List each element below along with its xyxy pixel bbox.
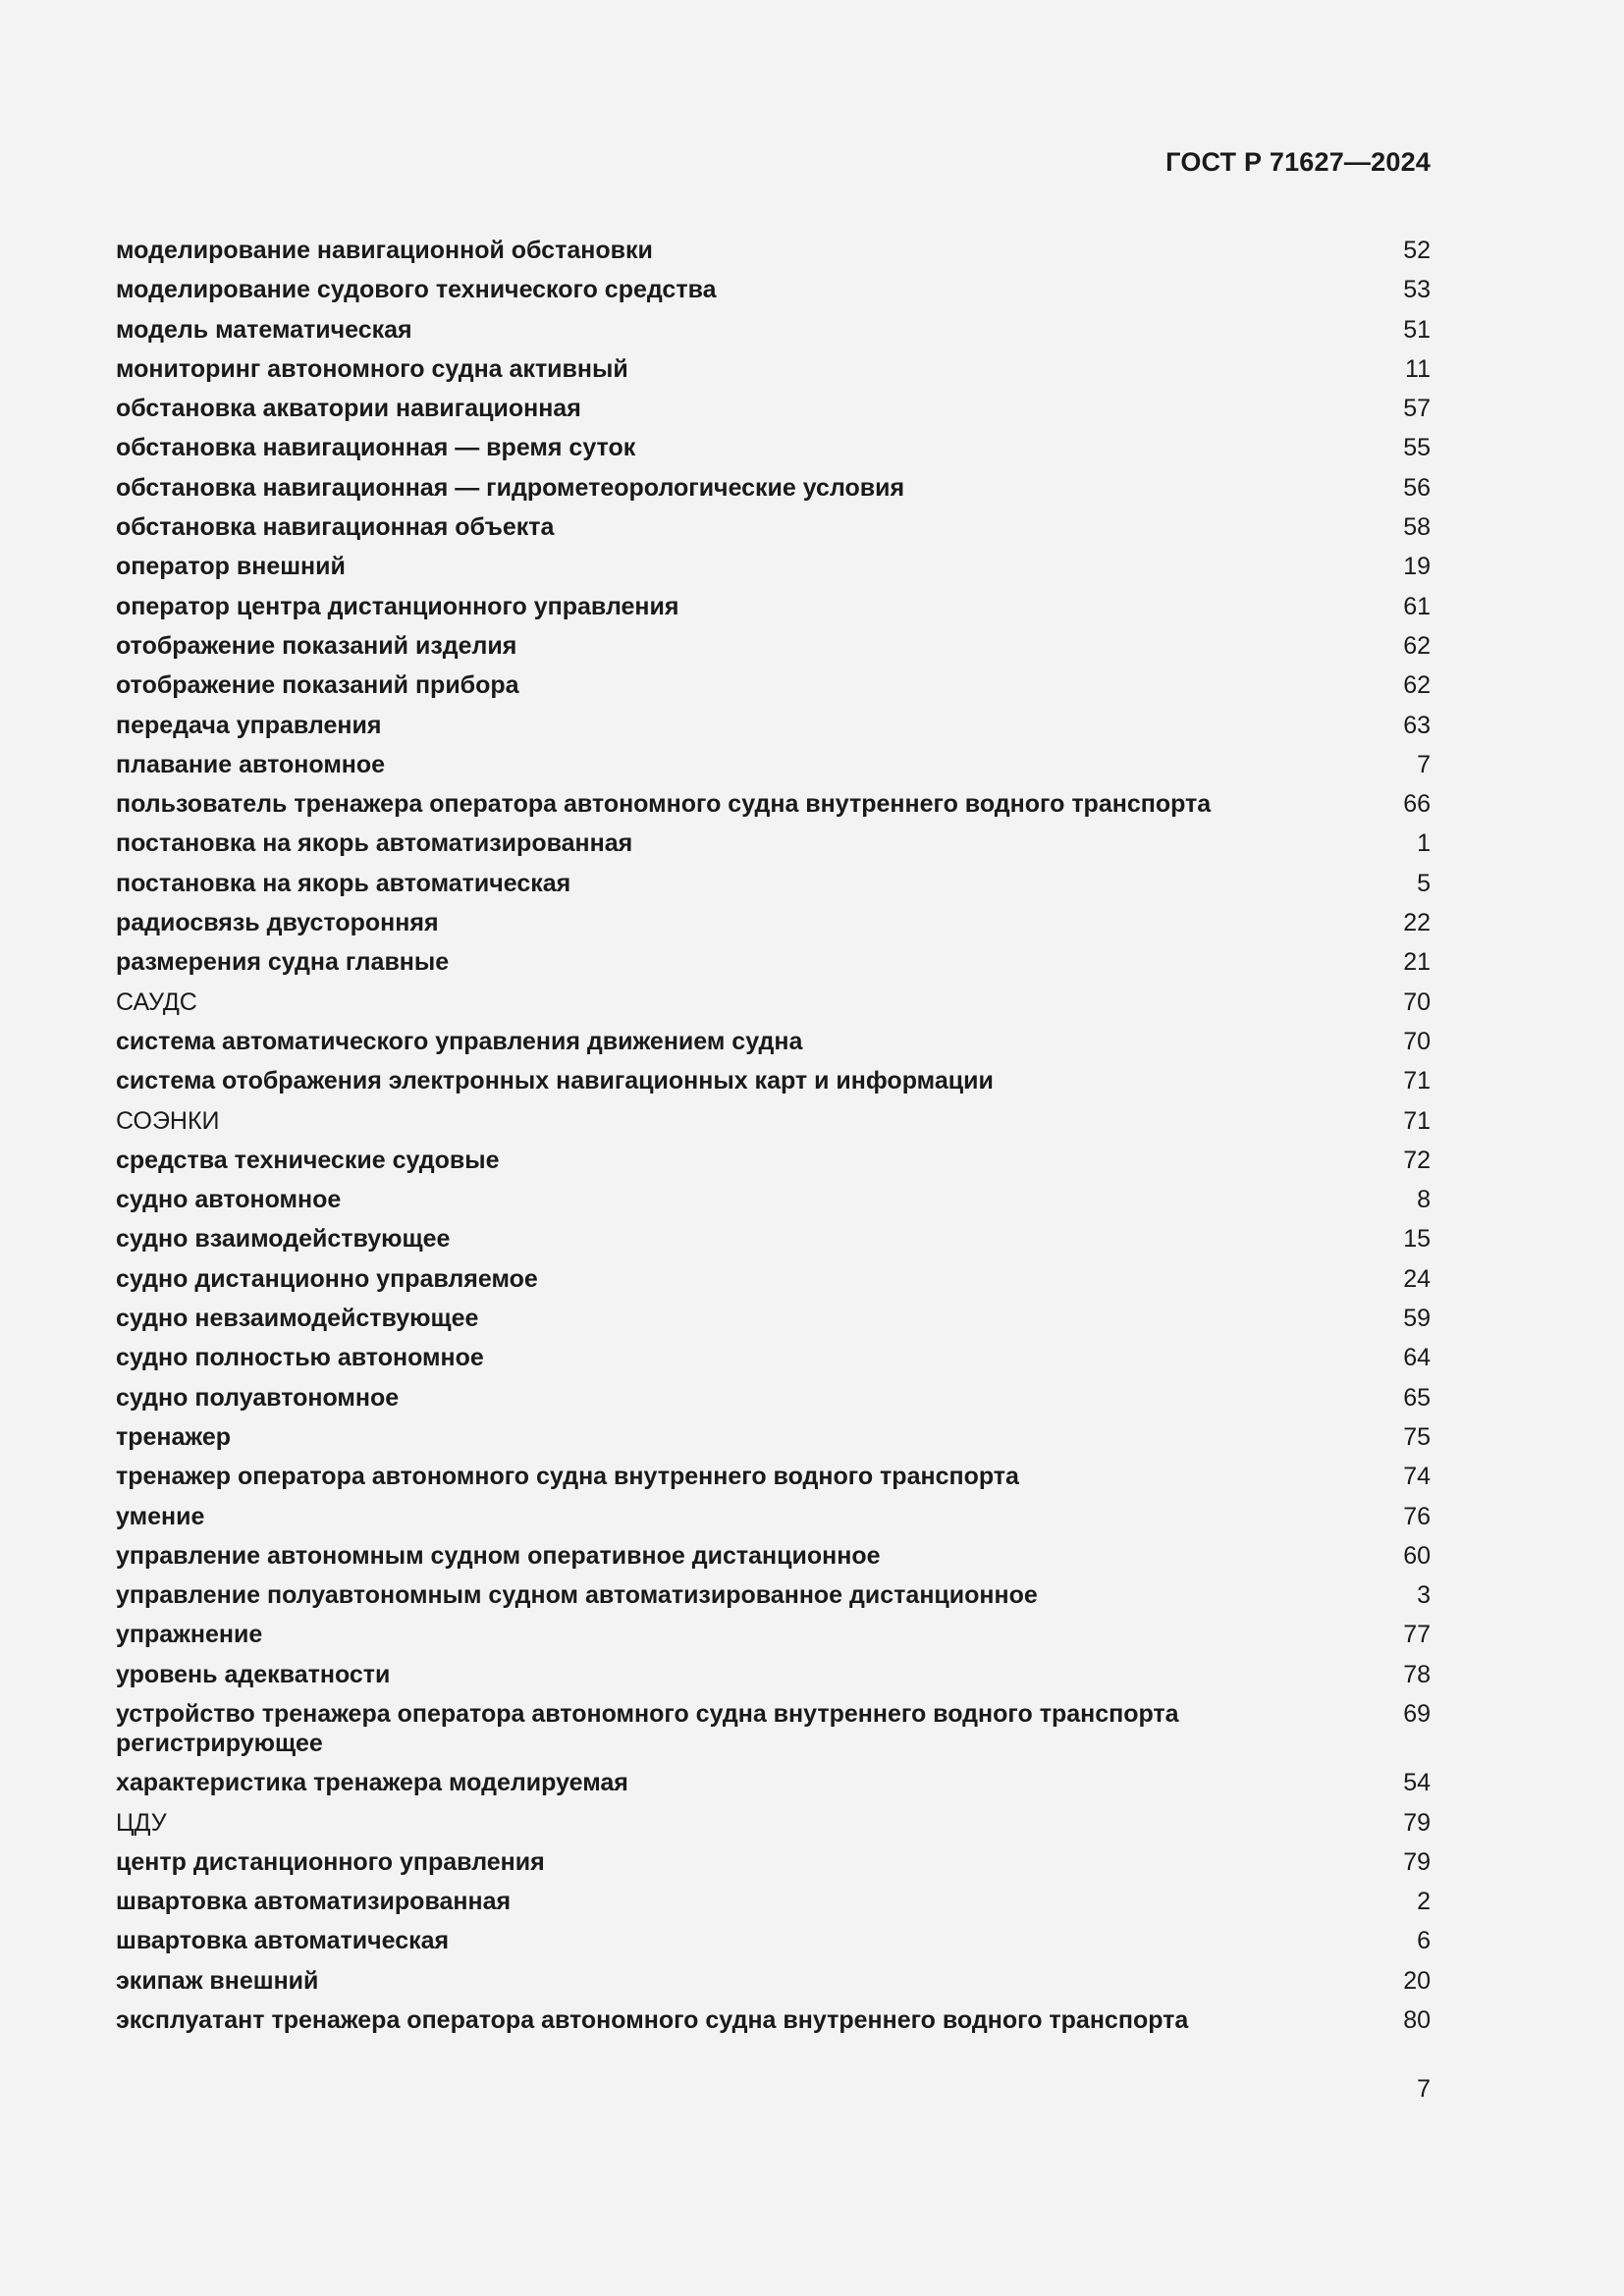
- index-term: отображение показаний прибора: [116, 671, 519, 700]
- index-term-number: 59: [1403, 1305, 1431, 1333]
- index-entry: [116, 394, 1431, 423]
- index-term-number: 69: [1403, 1699, 1431, 1728]
- index-term: эксплуатант тренажера оператора автономного судна внутреннего водного транспорта: [116, 2006, 1189, 2035]
- index-term: радиосвязь двусторонняя: [116, 909, 439, 937]
- index-term: тренажер: [116, 1422, 231, 1451]
- index-term-number: 66: [1403, 790, 1431, 819]
- index-term-number: 2: [1417, 1888, 1431, 1916]
- index-entry: [116, 1304, 1431, 1333]
- index-term: моделирование судового технического средства: [116, 276, 717, 304]
- index-entry: [116, 1887, 1431, 1916]
- index-entry: [116, 2005, 1431, 2035]
- index-term: умение: [116, 1502, 205, 1530]
- index-entry: [116, 869, 1431, 898]
- index-term: модель математическая: [116, 315, 412, 344]
- index-term-number: 21: [1403, 948, 1431, 977]
- index-term-number: 61: [1403, 592, 1431, 620]
- index-entry: [116, 315, 1431, 345]
- document-header: ГОСТ Р 71627—2024: [1165, 147, 1431, 177]
- index-term-number: 51: [1403, 315, 1431, 344]
- index-entry: [116, 670, 1431, 700]
- index-entry: [116, 1620, 1431, 1649]
- index-abbreviation: СОЭНКИ: [116, 1106, 220, 1135]
- index-entry: [116, 908, 1431, 937]
- index-entry: [116, 988, 1431, 1017]
- index-term: обстановка навигационная объекта: [116, 513, 555, 542]
- index-entry: [116, 1847, 1431, 1877]
- index-term: судно полуавтономное: [116, 1383, 400, 1412]
- index-entry: [116, 1383, 1431, 1413]
- index-term-number: 6: [1417, 1927, 1431, 1955]
- index-term: оператор центра дистанционного управления: [116, 592, 679, 620]
- index-term-number: 56: [1403, 473, 1431, 502]
- index-entry: [116, 789, 1431, 819]
- index-term-number: 55: [1403, 434, 1431, 462]
- index-entry: [116, 1660, 1431, 1689]
- index-term-number: 76: [1403, 1502, 1431, 1530]
- index-term-number: 63: [1403, 711, 1431, 739]
- index-term-number: 60: [1403, 1541, 1431, 1570]
- index-entry: [116, 512, 1431, 542]
- index-entry: [116, 1768, 1431, 1797]
- index-term-number: 58: [1403, 513, 1431, 542]
- index-entry: [116, 1926, 1431, 1955]
- index-entry: [116, 236, 1431, 265]
- index-term-number: 54: [1403, 1769, 1431, 1797]
- index-entry: [116, 473, 1431, 503]
- index-entry: [116, 1580, 1431, 1610]
- index-term: судно автономное: [116, 1186, 342, 1214]
- index-term: пользователь тренажера оператора автономного судна внутреннего водного транспорта: [116, 790, 1212, 819]
- index-term-number: 64: [1403, 1344, 1431, 1372]
- index-entry: [116, 711, 1431, 740]
- index-term: отображение показаний изделия: [116, 631, 517, 660]
- index-term-number: 62: [1403, 671, 1431, 700]
- index-term-number: 70: [1403, 1027, 1431, 1055]
- index-term-number: 78: [1403, 1660, 1431, 1688]
- index-entry: [116, 828, 1431, 858]
- index-term: постановка на якорь автоматизированная: [116, 829, 633, 858]
- index-term: судно невзаимодействующее: [116, 1305, 479, 1333]
- index-term: швартовка автоматизированная: [116, 1888, 512, 1916]
- index-abbreviation: САУДС: [116, 988, 197, 1016]
- index-term: судно полностью автономное: [116, 1344, 484, 1372]
- index-entry: [116, 592, 1431, 621]
- index-term-number: 1: [1417, 829, 1431, 858]
- index-term-number: 3: [1417, 1581, 1431, 1610]
- index-abbreviation: ЦДУ: [116, 1808, 167, 1837]
- index-term-number: 8: [1417, 1186, 1431, 1214]
- index-term: уровень адекватности: [116, 1660, 391, 1688]
- index-term-number: 57: [1403, 395, 1431, 423]
- index-term: обстановка акватории навигационная: [116, 395, 581, 423]
- index-entry: [116, 433, 1431, 462]
- index-term: управление полуавтономным судном автоматизированное дистанционное: [116, 1581, 1038, 1610]
- index-term: устройство тренажера оператора автономного судна внутреннего водного транспорта регистрирующее: [116, 1699, 1179, 1757]
- index-term-number: 77: [1403, 1621, 1431, 1649]
- index-term: постановка на якорь автоматическая: [116, 869, 571, 897]
- page-number: 7: [1417, 2075, 1431, 2103]
- index-term-number: 79: [1403, 1808, 1431, 1837]
- index-term: судно взаимодействующее: [116, 1225, 451, 1254]
- index-entry: [116, 1462, 1431, 1491]
- index-entry: [116, 1502, 1431, 1531]
- index-term: размерения судна главные: [116, 948, 450, 977]
- index-entry: [116, 947, 1431, 977]
- index-entry: [116, 552, 1431, 581]
- index-entry: [116, 1066, 1431, 1095]
- index-term-number: 75: [1403, 1422, 1431, 1451]
- index-term-number: 71: [1403, 1067, 1431, 1095]
- index-term: система отображения электронных навигационных карт и информации: [116, 1067, 994, 1095]
- index-term-number: 53: [1403, 276, 1431, 304]
- index-entry: [116, 1541, 1431, 1571]
- index-entry: [116, 275, 1431, 304]
- index-term-number: 62: [1403, 631, 1431, 660]
- index-term: оператор внешний: [116, 553, 346, 581]
- index-term: экипаж внешний: [116, 1966, 319, 1995]
- index-term: обстановка навигационная — гидрометеорологические условия: [116, 473, 905, 502]
- index-entry: [116, 1343, 1431, 1372]
- index-term: центр дистанционного управления: [116, 1847, 545, 1876]
- index-entry: [116, 1027, 1431, 1056]
- index-entry: [116, 631, 1431, 661]
- index-entry: [116, 1422, 1431, 1452]
- index-entry: [116, 1185, 1431, 1214]
- index-term-number: 20: [1403, 1966, 1431, 1995]
- index-term-number: 74: [1403, 1463, 1431, 1491]
- index-entry: [116, 1264, 1431, 1294]
- index-entry: [116, 1146, 1431, 1175]
- index-term: тренажер оператора автономного судна внутреннего водного транспорта: [116, 1463, 1019, 1491]
- index-term: характеристика тренажера моделируемая: [116, 1769, 628, 1797]
- index-term: швартовка автоматическая: [116, 1927, 450, 1955]
- index-term: плавание автономное: [116, 750, 386, 778]
- index-term: управление автономным судном оперативное дистанционное: [116, 1541, 881, 1570]
- index-entry: [116, 1699, 1431, 1758]
- index-term-number: 71: [1403, 1106, 1431, 1135]
- index-term-number: 5: [1417, 869, 1431, 897]
- index-term: упражнение: [116, 1621, 263, 1649]
- index-entry: [116, 1224, 1431, 1254]
- index-entry: [116, 1106, 1431, 1136]
- index-term-number: 72: [1403, 1146, 1431, 1174]
- index-entry: [116, 1966, 1431, 1996]
- index-entry: [116, 1808, 1431, 1838]
- index-term: обстановка навигационная — время суток: [116, 434, 636, 462]
- index-term-number: 80: [1403, 2006, 1431, 2035]
- index-term-number: 65: [1403, 1383, 1431, 1412]
- index-term-number: 19: [1403, 553, 1431, 581]
- index-term-number: 11: [1405, 354, 1431, 383]
- index-term-number: 24: [1403, 1264, 1431, 1293]
- index-term: передача управления: [116, 711, 382, 739]
- index-entry: [116, 750, 1431, 779]
- index-term: мониторинг автономного судна активный: [116, 354, 628, 383]
- index-term-number: 79: [1403, 1847, 1431, 1876]
- index-entry: [116, 354, 1431, 384]
- index-term-number: 70: [1403, 988, 1431, 1016]
- index-term-number: 22: [1403, 909, 1431, 937]
- index-term-number: 52: [1403, 237, 1431, 264]
- index-term: судно дистанционно управляемое: [116, 1264, 538, 1293]
- index-term: моделирование навигационной обстановки: [116, 237, 653, 264]
- index-term-number: 7: [1417, 750, 1431, 778]
- index-term: средства технические судовые: [116, 1146, 500, 1174]
- index-term: система автоматического управления движением судна: [116, 1027, 803, 1055]
- alphabetical-index: [116, 236, 1431, 2045]
- index-term-number: 15: [1403, 1225, 1431, 1254]
